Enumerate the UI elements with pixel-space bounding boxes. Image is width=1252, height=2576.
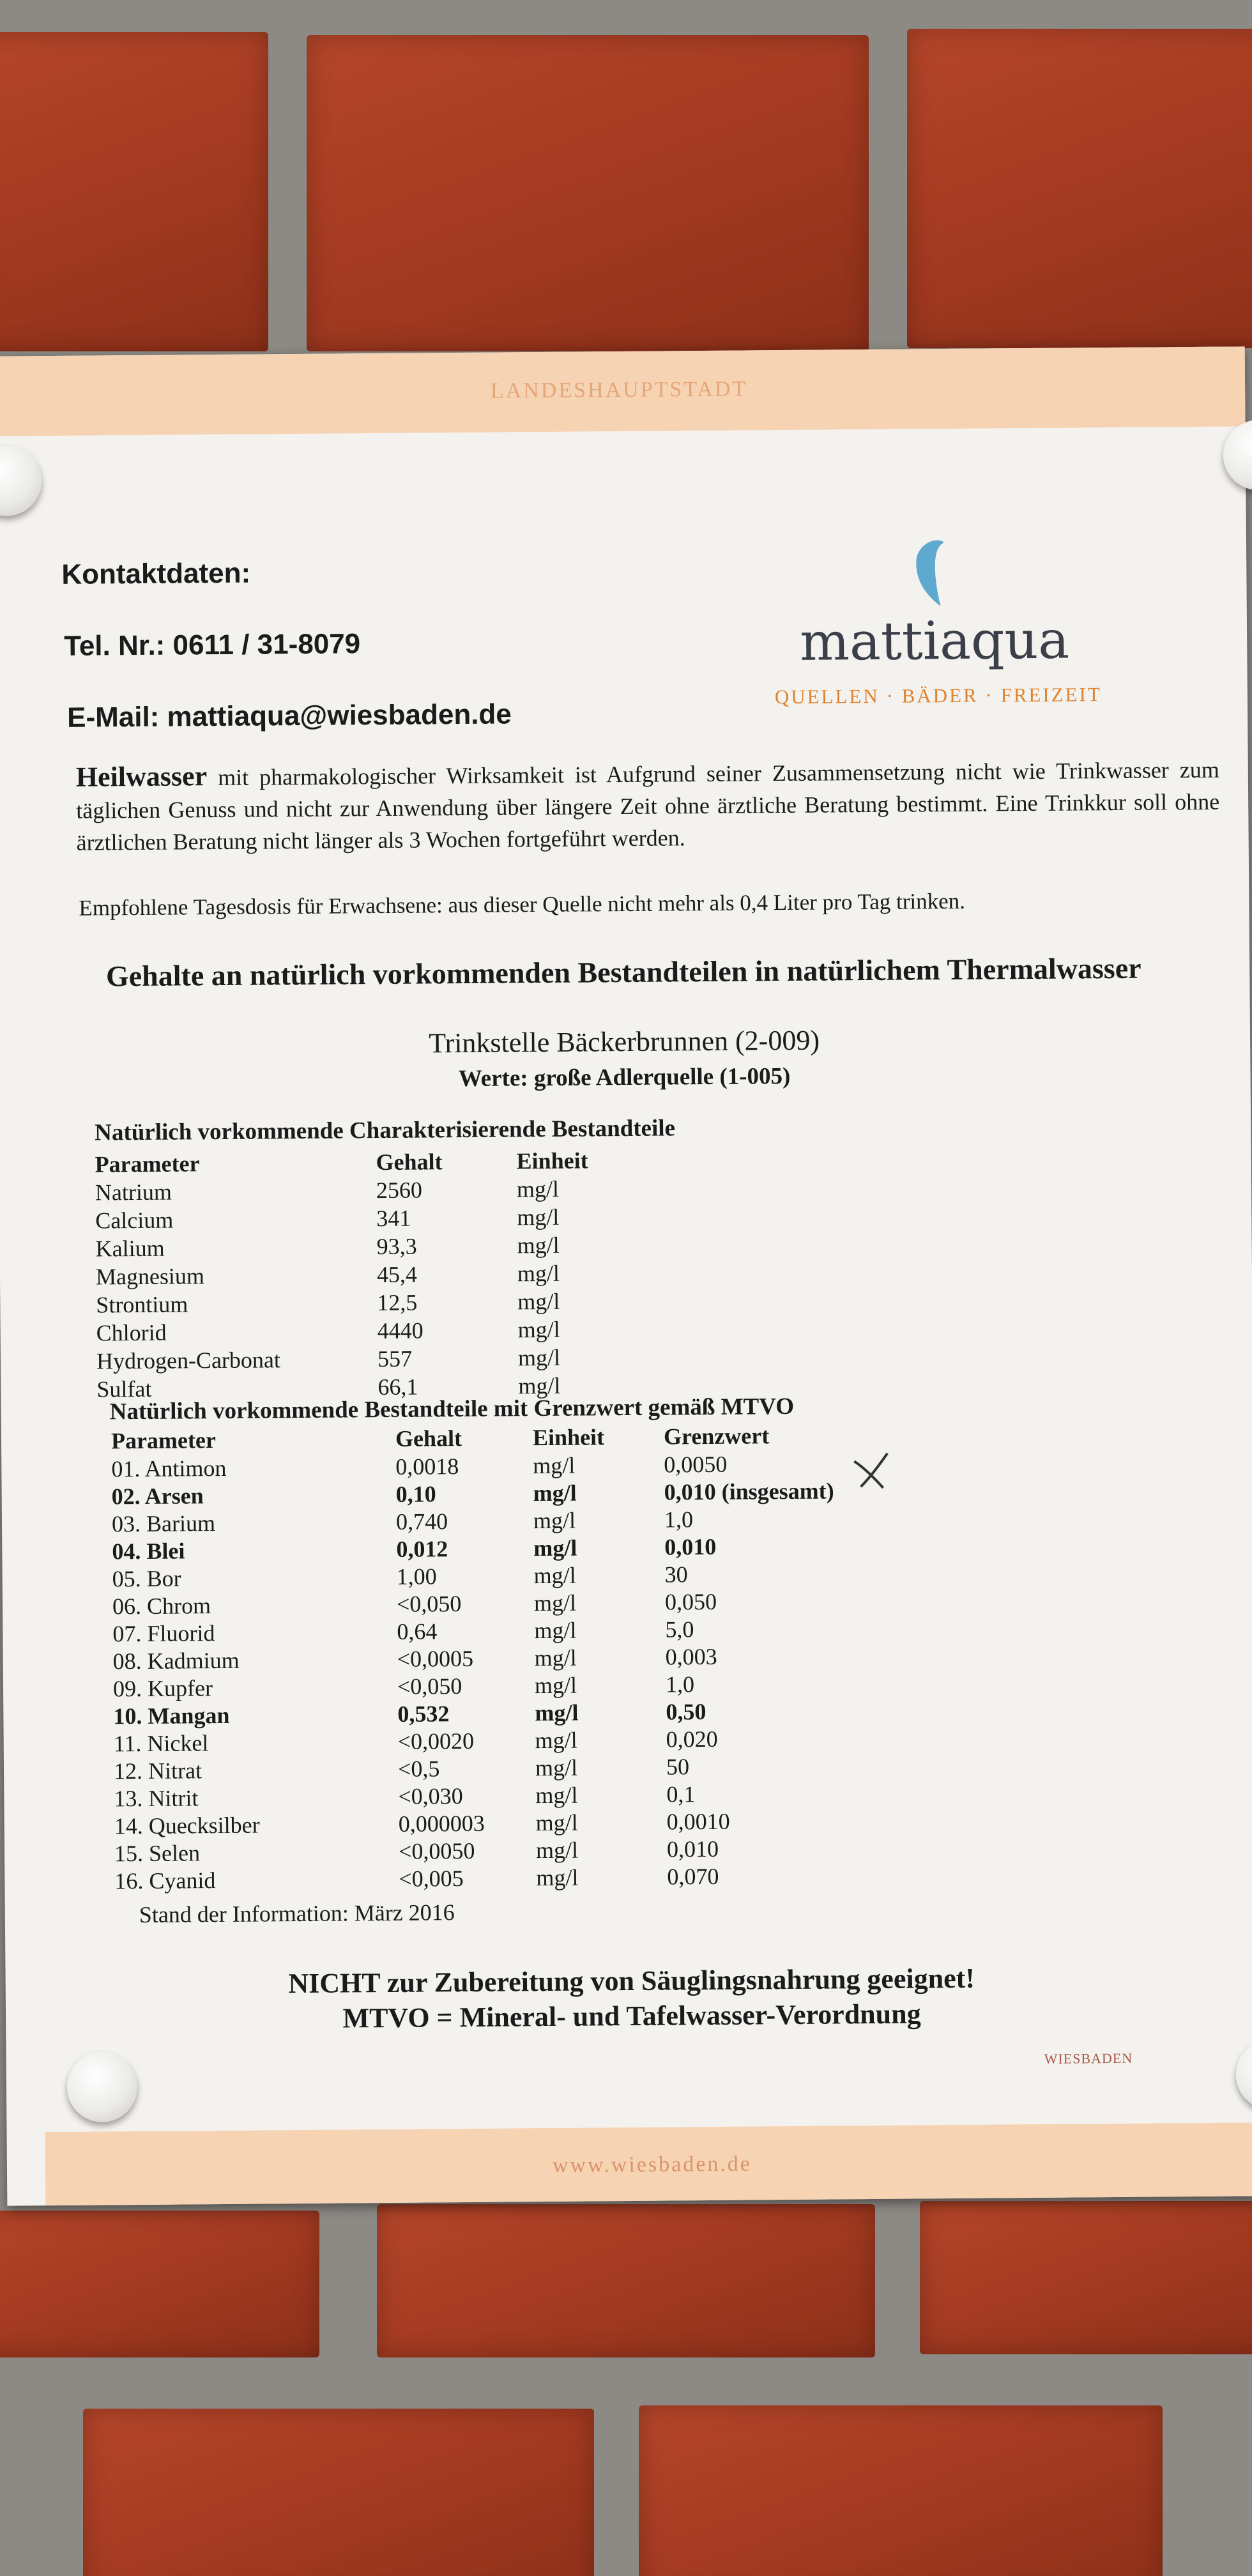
unit-cell: mg/l [535,1754,578,1781]
value-cell: <0,0020 [397,1728,475,1754]
parameter-cell: 12. Nitrat [113,1758,202,1784]
value-cell: 0,012 [396,1536,448,1562]
parameter-cell: Natrium [95,1179,172,1206]
logo-tagline: QUELLEN · BÄDER · FREIZEIT [774,683,1102,709]
unit-cell: mg/l [533,1590,577,1616]
parameter-cell: Hydrogen-Carbonat [96,1347,281,1374]
unit-cell: mg/l [518,1372,561,1399]
water-drop-icon [911,537,950,608]
value-cell: 0,10 [395,1481,436,1507]
wiesbaden-seal: WIESBADEN [1044,2050,1133,2067]
parameter-cell: Kalium [95,1235,165,1262]
unit-cell: mg/l [517,1288,560,1315]
limits-title: Natürlich vorkommende Bestandteile mit Grenzwert gemäß MTVO [109,1393,795,1425]
table-row [95,1202,734,1234]
characteristic-title: Natürlich vorkommende Charakterisierende Bestandteile [95,1115,676,1146]
unit-cell: mg/l [535,1727,577,1754]
logo-name: mattiaqua [799,610,1070,673]
abbreviation-text: MTVO = Mineral- und Tafelwasser-Verordnung [342,1998,921,2034]
value-cell: <0,050 [396,1591,462,1617]
parameter-cell: Strontium [96,1291,188,1318]
parameter-cell: 06. Chrom [112,1593,211,1620]
column-header: Grenzwert [663,1423,770,1450]
value-cell: 2560 [376,1177,423,1204]
unit-cell: mg/l [533,1452,576,1479]
value-cell: 93,3 [376,1233,417,1260]
parameter-cell: 11. Nickel [113,1730,209,1757]
value-cell: 0,740 [395,1508,448,1535]
unit-cell: mg/l [534,1672,577,1699]
unit-cell: mg/l [533,1480,577,1506]
value-cell: <0,050 [397,1673,462,1699]
value-cell: 1,00 [396,1563,437,1590]
parameter-cell: 01. Antimon [111,1455,227,1482]
table-row [96,1259,735,1291]
value-cell: <0,005 [399,1866,464,1892]
value-cell: <0,0050 [398,1837,475,1864]
parameter-cell: Magnesium [95,1263,205,1290]
bottom-band [45,2122,1252,2205]
band-bottom-text: www.wiesbaden.de [552,2152,752,2177]
value-cell: 12,5 [377,1289,418,1316]
limit-cell: 1,0 [665,1671,695,1698]
limit-cell: 0,010 (insgesamt) [664,1478,834,1505]
limit-cell: 0,070 [667,1863,719,1890]
table-row [95,1230,734,1262]
station-values: Werte: große Adlerquelle (1-005) [458,1062,791,1092]
notice-lead: Heilwasser [75,760,208,793]
parameter-cell: Sulfat [96,1376,152,1402]
limit-cell: 0,010 [664,1533,717,1560]
parameter-cell: 07. Fluorid [112,1620,215,1647]
value-cell: <0,030 [398,1783,463,1809]
value-cell: 0,000003 [398,1810,485,1837]
table-row [96,1343,735,1375]
parameter-cell: 15. Selen [114,1840,201,1867]
limit-cell: 1,0 [664,1506,694,1533]
status-text: Stand der Information: März 2016 [139,1899,455,1928]
column-header: Gehalt [376,1149,443,1176]
value-cell: <0,0005 [397,1645,474,1672]
parameter-cell: 10. Mangan [113,1702,230,1729]
top-band [0,346,1246,436]
limit-cell: 0,1 [666,1781,696,1807]
parameter-cell: 09. Kupfer [112,1675,213,1702]
value-cell: 557 [377,1346,413,1372]
notice-text: mit pharmakologischer Wirksamkeit ist Aufgrund seiner Zusammensetzung nicht wie Trinkwasser zum täglichen Genuss und nicht zur Anwendung über längere Zeit ohne ärztliche Beratung bestimmt. Eine Trinkkur soll ohne ärztlichen Beratung nicht länger als 3 Wochen fortgeführt werden. [76,756,1220,855]
limit-cell: 0,003 [665,1643,717,1670]
characteristic-header-row [95,1146,733,1178]
limit-cell: 0,020 [666,1726,718,1752]
value-cell: 45,4 [376,1261,418,1288]
unit-cell: mg/l [535,1809,578,1836]
value-cell: 4440 [377,1317,424,1344]
station-name: Trinkstelle Bäckerbrunnen (2-009) [429,1024,820,1059]
limit-cell: 30 [664,1561,688,1588]
column-header: Gehalt [395,1425,462,1452]
cross-mark-icon [848,1448,899,1494]
pin-bottom-left [67,2051,138,2122]
value-cell: 0,532 [397,1701,450,1727]
unit-cell: mg/l [534,1644,577,1671]
value-cell: <0,5 [397,1756,440,1782]
unit-cell: mg/l [533,1535,577,1561]
dose-text: Empfohlene Tagesdosis für Erwachsene: aus dieser Quelle nicht mehr als 0,4 Liter pro Tag trinken. [79,888,966,921]
parameter-cell: Calcium [95,1207,174,1234]
limit-cell: 0,50 [666,1699,706,1725]
headline: Gehalte an natürlich vorkommenden Bestandteilen in natürlichem Thermalwasser [105,951,1141,993]
limit-cell: 0,0010 [666,1808,730,1835]
parameter-cell: 04. Blei [112,1538,185,1565]
column-header: Parameter [95,1151,200,1177]
table-row [96,1315,735,1347]
parameter-cell: 16. Cyanid [114,1867,216,1894]
table-row [95,1174,734,1206]
parameter-cell: 08. Kadmium [112,1647,240,1675]
parameter-cell: Chlorid [96,1319,167,1346]
notice-paragraph [76,753,1220,859]
parameter-cell: 02. Arsen [111,1483,204,1510]
limit-cell: 0,010 [666,1836,719,1862]
unit-cell: mg/l [517,1232,560,1259]
parameter-cell: 03. Barium [111,1510,216,1537]
limit-cell: 5,0 [665,1616,694,1643]
unit-cell: mg/l [533,1562,576,1589]
band-top-text: LANDESHAUPTSTADT [490,377,748,403]
value-cell: 66,1 [378,1374,418,1400]
unit-cell: mg/l [534,1617,577,1644]
value-cell: 0,0018 [395,1453,459,1480]
parameter-cell: 13. Nitrit [114,1785,199,1812]
unit-cell: mg/l [535,1837,579,1864]
parameter-cell: 14. Quecksilber [114,1812,260,1839]
limit-cell: 0,050 [664,1588,717,1615]
contact-phone: Tel. Nr.: 0611 / 31-8079 [64,628,361,662]
unit-cell: mg/l [517,1260,560,1287]
column-header: Einheit [516,1147,588,1174]
unit-cell: mg/l [517,1316,560,1343]
contact-heading: Kontaktdaten: [61,557,251,590]
unit-cell: mg/l [536,1864,579,1891]
value-cell: 341 [376,1205,411,1232]
unit-cell: mg/l [533,1507,576,1534]
unit-cell: mg/l [517,1344,561,1371]
unit-cell: mg/l [535,1782,578,1809]
limit-cell: 50 [666,1754,690,1780]
table-row [96,1287,735,1319]
unit-cell: mg/l [535,1699,579,1726]
limit-cell: 0,0050 [664,1451,728,1478]
column-header: Parameter [111,1427,217,1454]
unit-cell: mg/l [517,1204,560,1230]
warning-text: NICHT zur Zubereitung von Säuglingsnahrung geeignet! [288,1962,975,2000]
parameter-cell: 05. Bor [112,1565,181,1592]
information-placard [0,346,1252,2205]
contact-email: E-Mail: mattiaqua@wiesbaden.de [66,698,512,733]
unit-cell: mg/l [516,1176,560,1202]
value-cell: 0,64 [397,1618,438,1644]
column-header: Einheit [532,1424,605,1451]
